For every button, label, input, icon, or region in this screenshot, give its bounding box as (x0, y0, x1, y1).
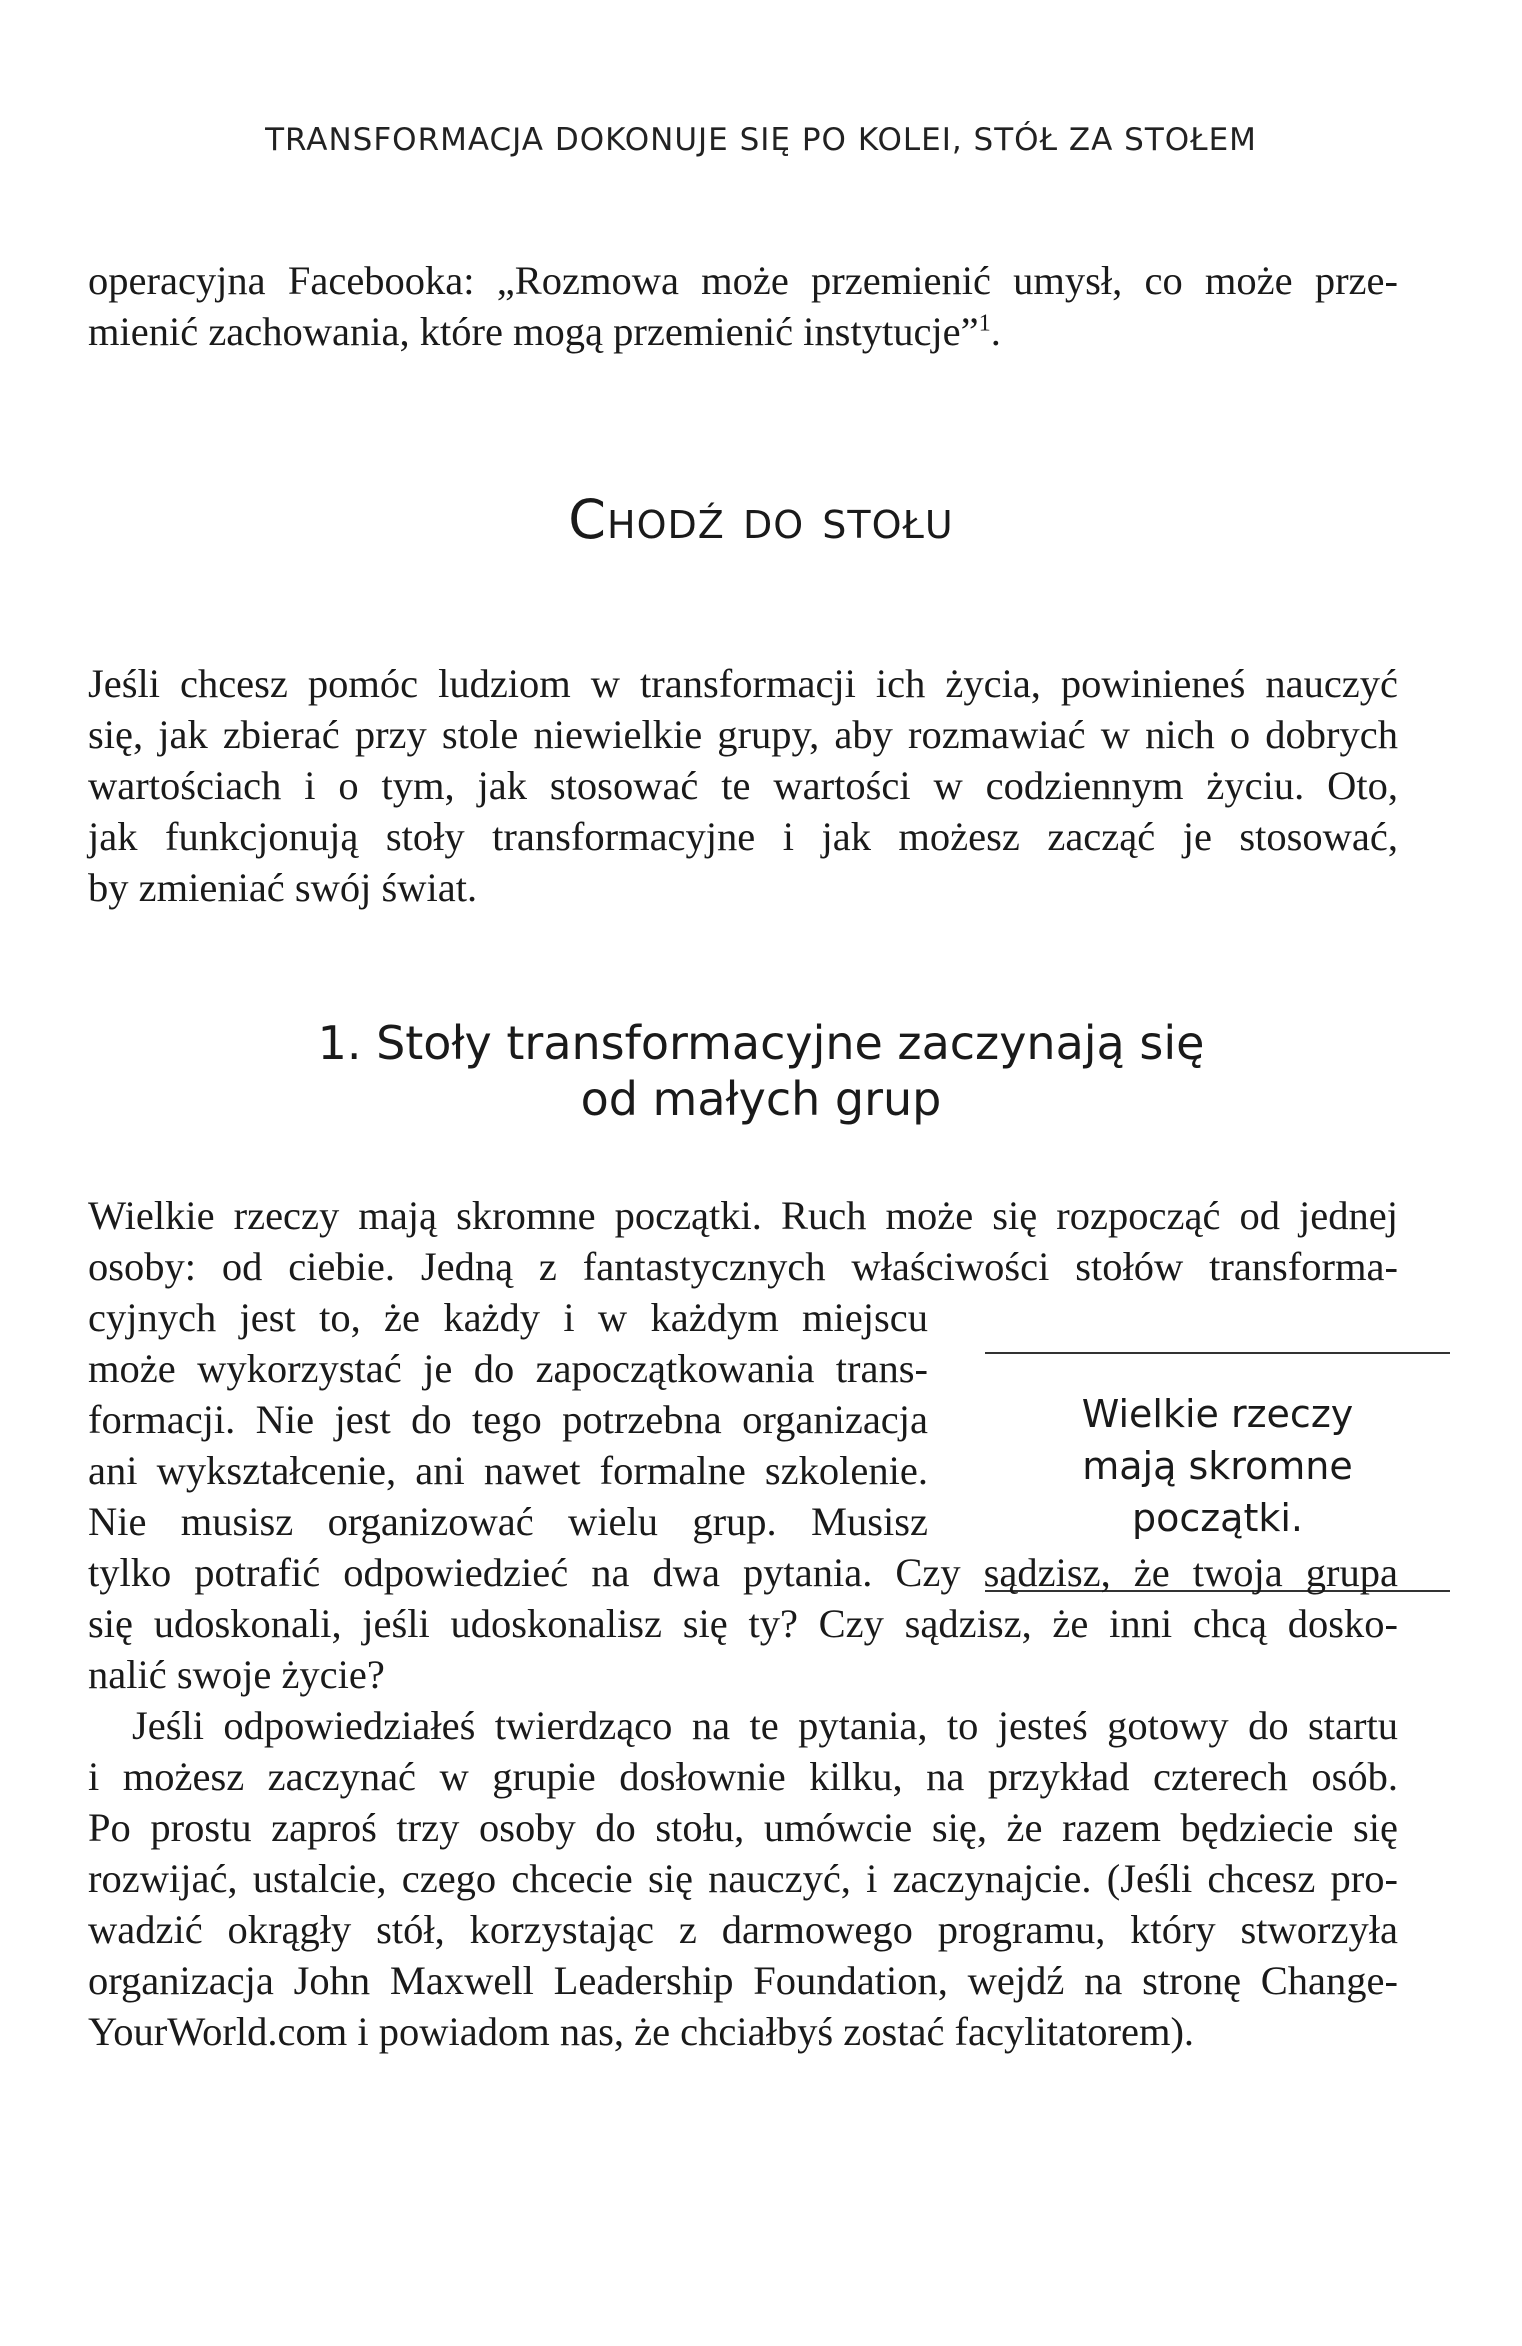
text-line: Wielkie rzeczy mają skromne początki. Ruch może się rozpocząć od jednej (88, 1193, 1398, 1238)
text-line: wartościach i o tym, jak stosować te wartości w codziennym życiu. Oto, (88, 763, 1398, 808)
pull-quote-line: początki. (1131, 1496, 1304, 1540)
subheading (0, 1015, 1522, 1127)
text-line: się, jak zbierać przy stole niewielkie grupy, aby rozmawiać w nich o dobrych (88, 712, 1398, 757)
text-line: nalić swoje życie? (88, 1652, 385, 1697)
text-line: formacji. Nie jest do tego potrzebna organizacja (88, 1397, 928, 1442)
text-line: osoby: od ciebie. Jedną z fantastycznych właściwości stołów transforma- (88, 1244, 1398, 1289)
text-line: operacyjna Facebooka: „Rozmowa może przemienić umysł, co może prze- (88, 258, 1398, 303)
text-line: może wykorzystać je do zapoczątkowania trans- (88, 1346, 928, 1391)
text-fragment: . (990, 309, 1001, 354)
text-line: Po prostu zaproś trzy osoby do stołu, umówcie się, że razem będziecie się (88, 1805, 1398, 1850)
text-line: by zmieniać swój świat. (88, 865, 478, 910)
text-line: ani wykształcenie, ani nawet formalne szkolenie. (88, 1448, 928, 1493)
text-line: jak funkcjonują stoły transformacyjne i jak możesz zacząć je stosować, (88, 814, 1398, 859)
subheading-line: 1. Stoły transformacyjne zaczynają się (317, 1016, 1205, 1070)
section-paragraph (88, 658, 1398, 913)
section-heading: Chodź do stołu (568, 488, 954, 551)
text-line: rozwijać, ustalcie, czego chcecie się nauczyć, i zaczynajcie. (Jeśli chcesz pro- (88, 1856, 1398, 1901)
pull-quote-line: mają skromne (1082, 1444, 1353, 1488)
text-line: Nie musisz organizować wielu grup. Musisz (88, 1499, 928, 1544)
text-line: cyjnych jest to, że każdy i w każdym miejscu (88, 1295, 928, 1340)
pull-quote-line: Wielkie rzeczy (1081, 1392, 1354, 1436)
text-fragment: mienić zachowania, które mogą przemienić instytucje” (88, 309, 979, 354)
text-line: się udoskonali, jeśli udoskonalisz się ty? Czy sądzisz, że inni chcą dosko- (88, 1601, 1398, 1646)
text-line: i możesz zaczynać w grupie dosłownie kilku, na przykład czterech osób. (88, 1754, 1398, 1799)
intro-paragraph (88, 255, 1398, 357)
text-line: Jeśli odpowiedziałeś twierdząco na te pytania, to jesteś gotowy do startu (132, 1703, 1398, 1748)
paragraph-1-top (88, 1190, 1398, 1292)
paragraph-1-bottom (88, 1547, 1398, 1700)
paragraph-1-narrow (88, 1292, 928, 1547)
text-line: wadzić okrągły stół, korzystając z darmowego programu, który stworzyła (88, 1907, 1398, 1952)
running-head: TRANSFORMACJA DOKONUJE SIĘ PO KOLEI, STÓŁ ZA STOŁEM (265, 122, 1257, 158)
text-line (88, 306, 1398, 357)
text-line: organizacja John Maxwell Leadership Foundation, wejdź na stronę Change- (88, 1958, 1398, 2003)
text-line: YourWorld.com i powiadom nas, że chciałbyś zostać facylitatorem). (88, 2009, 1195, 2054)
text-line: tylko potrafić odpowiedzieć na dwa pytania. Czy sądzisz, że twoja grupa (88, 1550, 1398, 1595)
text-line: Jeśli chcesz pomóc ludziom w transformacji ich życia, powinieneś nauczyć (88, 661, 1398, 706)
subheading-line: od małych grup (580, 1072, 942, 1126)
footnote-marker[interactable]: 1 (978, 309, 991, 337)
paragraph-2 (88, 1700, 1398, 2057)
